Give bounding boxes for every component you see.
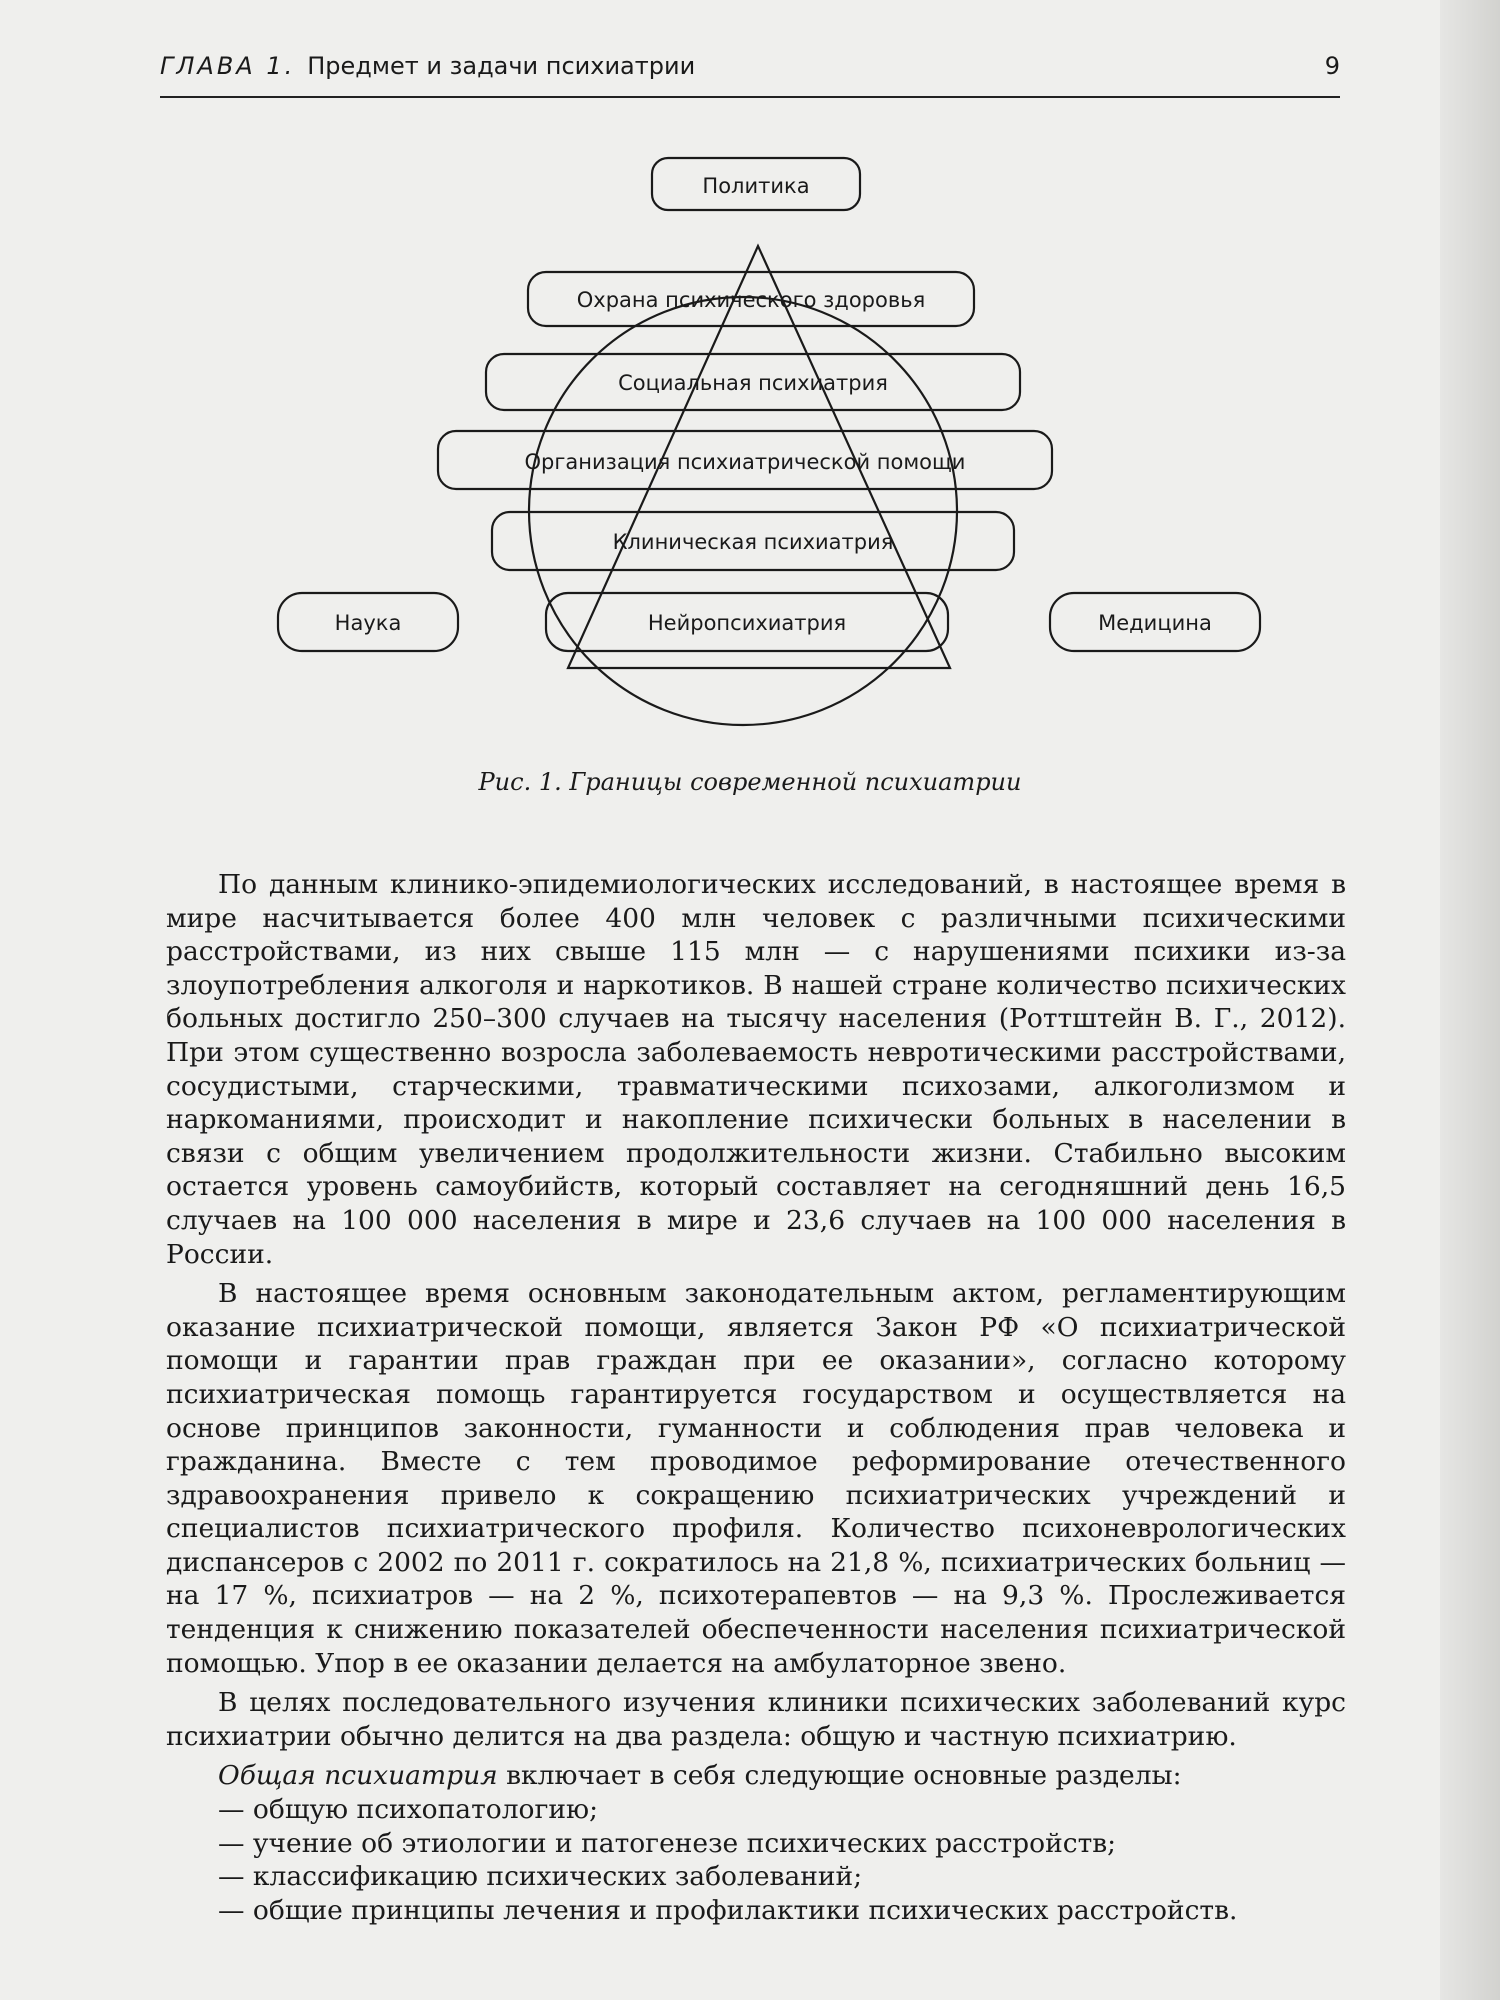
label-clinical-psychiatry: Клиническая психиатрия (612, 530, 894, 554)
chapter-title: Предмет и задачи психиатрии (307, 52, 696, 80)
label-social-psychiatry: Социальная психиатрия (618, 371, 888, 395)
label-neuropsychiatry: Нейропсихиатрия (647, 611, 847, 635)
chapter-label: ГЛАВА 1. (160, 52, 296, 80)
list-item: — общие принципы лечения и профилактики психических расстройств. (218, 1894, 1238, 1926)
list-item: — классификацию психических заболеваний; (218, 1861, 863, 1893)
body-text (166, 868, 1346, 1927)
label-service-organization: Организация психиатрической помощи (524, 450, 966, 474)
sections-list (166, 1793, 1346, 1927)
page-number: 9 (1324, 52, 1340, 80)
list-item: — общую психопатологию; (218, 1794, 599, 1826)
paragraph: По данным клинико-эпидемиологических исследований, в настоящее время в мире насчитывается более 400 млн человек с различными психическими расстройствами, из них свыше 115 млн — с нарушениями психики из-за злоупотребления алкоголя и наркотиков. В нашей стране количество психических больных достигло 250–300 случаев на тысячу населения (Роттштейн В. Г., 2012). При этом существенно возросла заболеваемость невротическими расстройствами, сосудистыми, старческими, травматическими психозами, алкоголизмом и наркоманиями, происходит и накопление психически больных в населении в связи с общим увеличением продолжительности жизни. Стабильно высоким остается уровень самоубийств, который составляет на сегодняшний день 16,5 случаев на 100 000 населения в мире и 23,6 случаев на 100 000 населения в России. (166, 869, 1346, 1270)
general-psychiatry-intro-rest: включает в себя следующие основные разделы: (497, 1760, 1182, 1792)
general-psychiatry-term: Общая психиатрия (218, 1760, 498, 1792)
paragraph: В настоящее время основным законодательным актом, регламентирующим оказание психиатрической помощи, является Закон РФ «О психиатрической помощи и гарантии прав граждан при ее оказании», согласно которому психиатрическая помощь гарантируется государством и осуществляется на основе принципов законности, гуманности и соблюдения прав человека и гражданина. Вместе с тем проводимое реформирование отечественного здравоохранения привело к сокращению психиатрических учреждений и специалистов психиатрического профиля. Количество психоневрологических диспансеров с 2002 по 2011 г. сократилось на 21,8 %, психиатрических больниц — на 17 %, психиатров — на 2 %, психотерапевтов — на 9,3 %. Прослеживается тенденция к снижению показателей обеспеченности населения психиатрической помощью. Упор в ее оказании делается на амбулаторное звено. (166, 1278, 1346, 1679)
psychiatry-boundaries-diagram (0, 0, 1500, 800)
figure-caption: Рис. 1. Границы современной психиатрии (478, 768, 1022, 796)
list-item: — учение об этиологии и патогенезе психических расстройств; (218, 1827, 1117, 1859)
label-science: Наука (334, 611, 402, 635)
paragraph: В целях последовательного изучения клиники психических заболеваний курс психиатрии обычно делится на два раздела: общую и частную психиатрию. (166, 1687, 1346, 1752)
general-psychiatry-intro (166, 1759, 1346, 1793)
label-mental-health: Охрана психического здоровья (576, 288, 926, 312)
label-medicine: Медицина (1098, 611, 1212, 635)
label-politics: Политика (702, 174, 810, 198)
